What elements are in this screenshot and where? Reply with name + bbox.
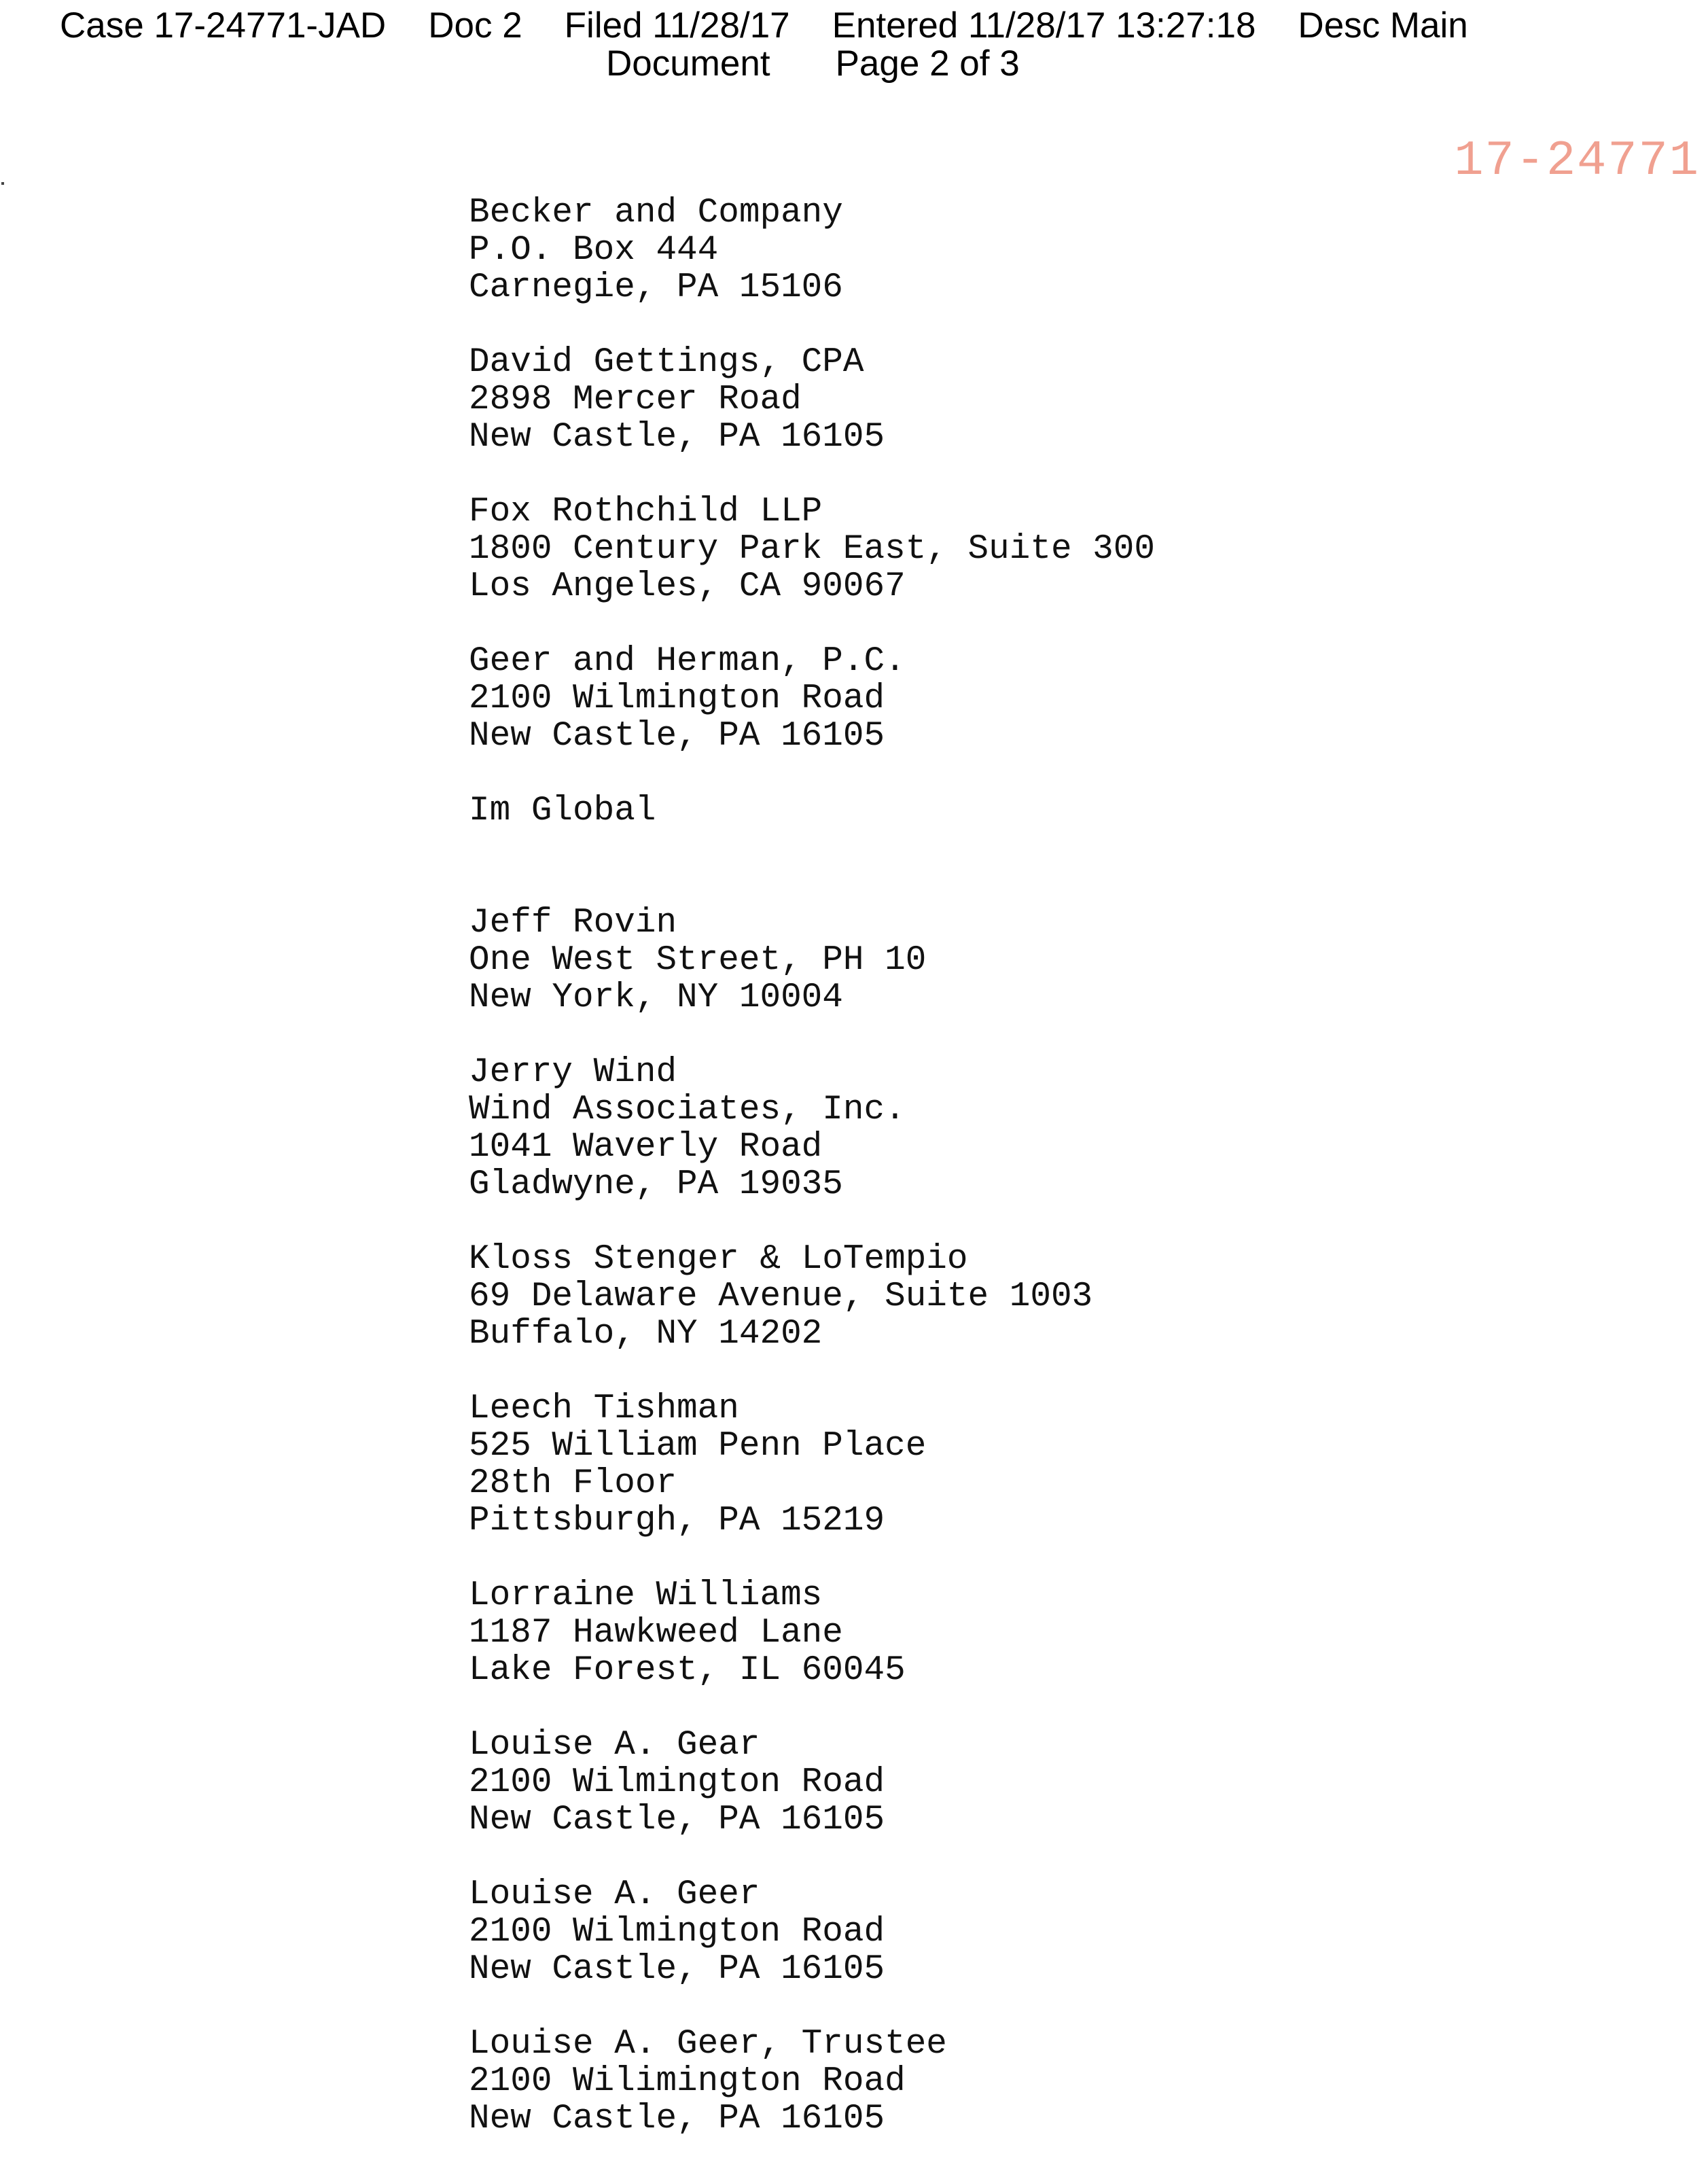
- address-line: 2100 Wilmington Road: [469, 1763, 885, 1802]
- case-number-stamp: 17-24771: [1454, 133, 1700, 189]
- case-number: Case 17-24771-JAD: [60, 5, 387, 46]
- creditor-address-list: [469, 194, 1155, 2175]
- address-entry: [469, 904, 1155, 1016]
- address-line: New York, NY 10004: [469, 978, 843, 1017]
- address-line: Jeff Rovin: [469, 904, 677, 942]
- address-line: Louise A. Geer: [469, 1875, 760, 1914]
- address-entry: [469, 1876, 1155, 1988]
- address-line: Lorraine Williams: [469, 1576, 823, 1615]
- filed-date: Filed 11/28/17: [564, 5, 790, 46]
- address-line: Wind Associates, Inc.: [469, 1091, 906, 1129]
- address-line: P.O. Box 444: [469, 231, 719, 270]
- address-entry: [469, 792, 1155, 830]
- address-line: 28th Floor: [469, 1464, 677, 1503]
- address-line: New Castle, PA 16105: [469, 1801, 885, 1839]
- address-line: David Gettings, CPA: [469, 343, 864, 382]
- address-entry: [469, 2026, 1155, 2138]
- address-line: Louise A. Geer, Trustee: [469, 2025, 947, 2064]
- address-line: New Castle, PA 16105: [469, 1950, 885, 1989]
- address-line: 2100 Wilimington Road: [469, 2062, 906, 2101]
- address-line: 2100 Wilmington Road: [469, 679, 885, 718]
- address-line: 525 William Penn Place: [469, 1427, 927, 1466]
- address-line: Leech Tishman: [469, 1390, 739, 1428]
- address-entry: [469, 1390, 1155, 1540]
- address-line: New Castle, PA 16105: [469, 418, 885, 457]
- address-line: New Castle, PA 16105: [469, 2100, 885, 2138]
- address-line: Gladwyne, PA 19035: [469, 1165, 843, 1204]
- address-line: Im Global: [469, 792, 656, 830]
- address-line: 1187 Hawkweed Lane: [469, 1614, 843, 1652]
- address-line: 1041 Waverly Road: [469, 1128, 823, 1167]
- scan-speck: [1, 182, 4, 185]
- filing-info-line: [60, 7, 1468, 45]
- address-entry: [469, 493, 1155, 605]
- address-line: One West Street, PH 10: [469, 941, 927, 980]
- address-line: 2100 Wilmington Road: [469, 1913, 885, 1951]
- address-line: Pittsburgh, PA 15219: [469, 1502, 885, 1540]
- address-entry: [469, 1727, 1155, 1839]
- address-line: 2898 Mercer Road: [469, 381, 802, 419]
- address-line: New Castle, PA 16105: [469, 717, 885, 756]
- address-line: Becker and Company: [469, 194, 843, 232]
- address-line: Fox Rothchild LLP: [469, 493, 823, 531]
- address-entry: [469, 194, 1155, 306]
- address-line: 69 Delaware Avenue, Suite 1003: [469, 1277, 1093, 1316]
- document-page-line: [606, 45, 1020, 83]
- address-line: 1800 Century Park East, Suite 300: [469, 530, 1155, 569]
- address-line: Kloss Stenger & LoTempio: [469, 1240, 968, 1279]
- doc-description: Desc Main: [1298, 5, 1468, 46]
- address-entry: [469, 344, 1155, 456]
- address-entry: [469, 1054, 1155, 1203]
- doc-number: Doc 2: [428, 5, 522, 46]
- address-entry: [469, 643, 1155, 755]
- address-line: Los Angeles, CA 90067: [469, 567, 906, 606]
- address-entry: [469, 1241, 1155, 1353]
- document-label: Document: [606, 43, 770, 84]
- address-line: Geer and Herman, P.C.: [469, 642, 906, 681]
- address-entry: [469, 1577, 1155, 1689]
- page-indicator: Page 2 of 3: [835, 43, 1020, 84]
- address-line: Lake Forest, IL 60045: [469, 1651, 906, 1690]
- address-line: Louise A. Gear: [469, 1726, 760, 1765]
- address-line: Jerry Wind: [469, 1053, 677, 1092]
- address-line: Carnegie, PA 15106: [469, 268, 843, 307]
- entered-date: Entered 11/28/17 13:27:18: [832, 5, 1256, 46]
- address-line: Buffalo, NY 14202: [469, 1315, 823, 1354]
